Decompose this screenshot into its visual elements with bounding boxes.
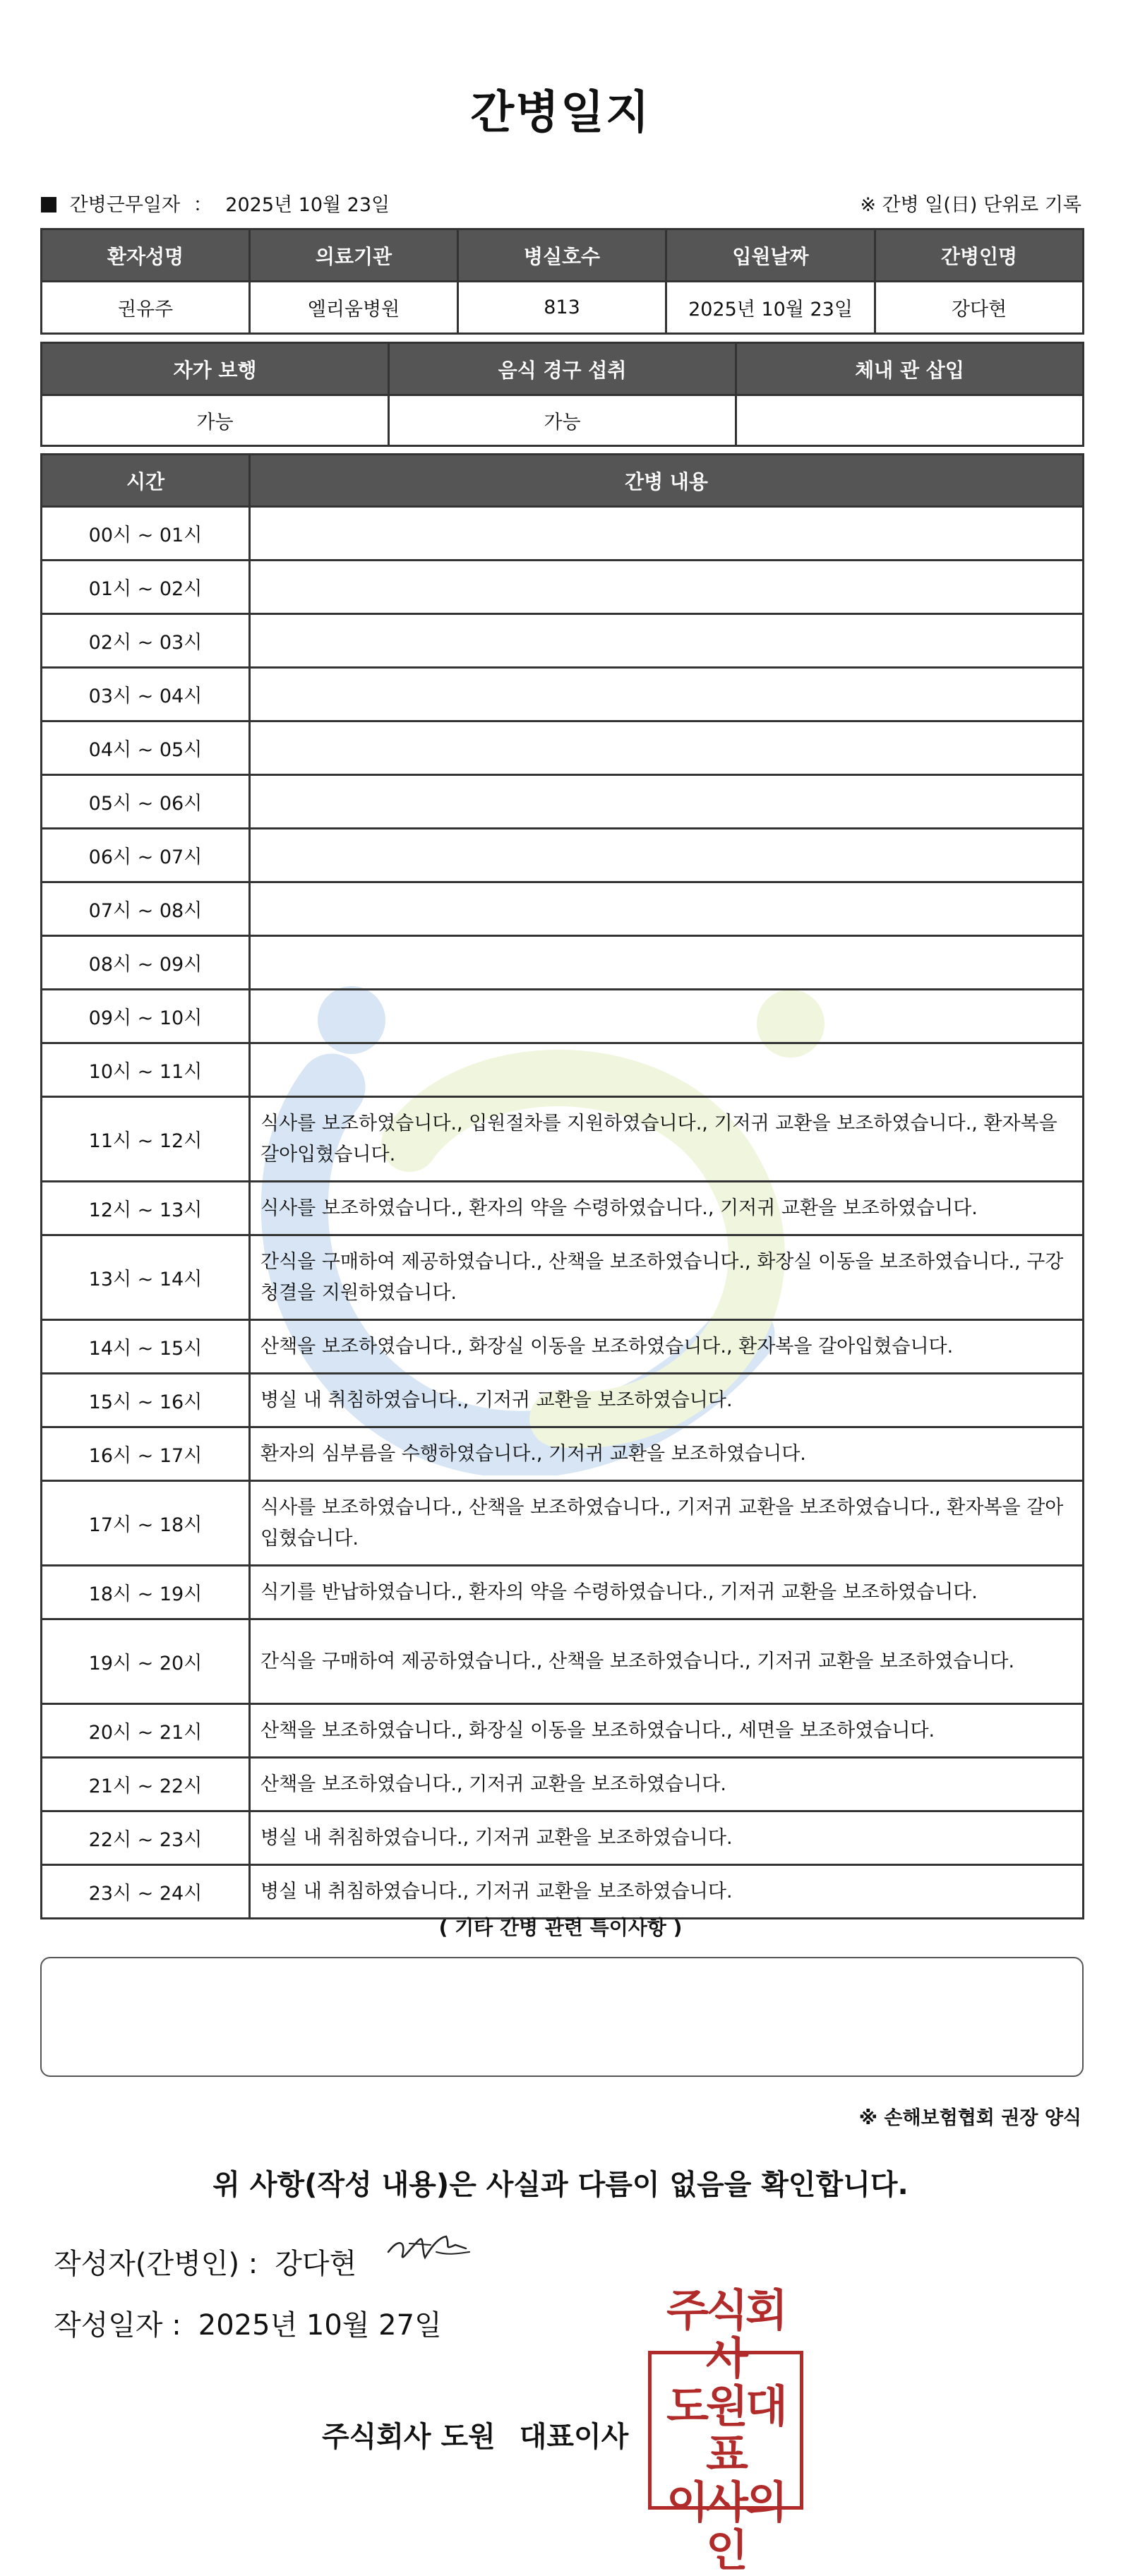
work-date-label: 간병근무일자 [69, 194, 181, 216]
care-log-row [42, 1374, 1084, 1427]
care-log-row [42, 1097, 1084, 1182]
care-log-content: 산책을 보조하였습니다., 화장실 이동을 보조하였습니다., 환자복을 갈아입혔습니다. [250, 1320, 1084, 1374]
care-log-content: 식사를 보조하였습니다., 입원절차를 지원하였습니다., 기저귀 교환을 보조하였습니다., 환자복을 갈아입혔습니다. [250, 1097, 1084, 1182]
signature-image [381, 2224, 473, 2273]
header-hospital: 의료기관 [250, 229, 458, 282]
care-log-row [42, 1427, 1084, 1481]
care-log-time: 11시 ~ 12시 [42, 1097, 250, 1182]
care-log-content [250, 829, 1084, 882]
care-log-content [250, 990, 1084, 1043]
care-log-content [250, 614, 1084, 668]
header-admission-date: 입원날짜 [666, 229, 875, 282]
care-log-content [250, 1043, 1084, 1097]
care-log-content: 식사를 보조하였습니다., 산책을 보조하였습니다., 기저귀 교환을 보조하였습니다., 환자복을 갈아입혔습니다. [250, 1481, 1084, 1566]
patient-status-table [40, 342, 1084, 447]
care-log-row [42, 1704, 1084, 1758]
care-log-content: 간식을 구매하여 제공하였습니다., 산책을 보조하였습니다., 기저귀 교환을 보조하였습니다. [250, 1619, 1084, 1704]
self-walking-value: 가능 [42, 395, 389, 446]
company-name: 주식회사 도원 [322, 2421, 496, 2453]
care-log-time: 08시 ~ 09시 [42, 936, 250, 990]
care-log-content [250, 507, 1084, 561]
care-log-time: 02시 ~ 03시 [42, 614, 250, 668]
care-log-row [42, 936, 1084, 990]
care-log-time: 06시 ~ 07시 [42, 829, 250, 882]
work-date-sep: ： [193, 194, 212, 216]
room-number: 813 [458, 282, 666, 334]
seal-line: 도원대표 [666, 2380, 785, 2480]
care-log-row [42, 1481, 1084, 1566]
header-care-content: 간병 내용 [250, 455, 1084, 507]
care-log-content [250, 668, 1084, 721]
hospital-name: 엘리움병원 [250, 282, 458, 334]
caregiver-name: 강다현 [875, 282, 1084, 334]
writer-name: 강다현 [275, 2248, 357, 2280]
confirmation-statement: 위 사항(작성 내용)은 사실과 다름이 없음을 확인합니다. [212, 2169, 909, 2201]
care-log-content: 산책을 보조하였습니다., 기저귀 교환을 보조하였습니다. [250, 1758, 1084, 1811]
care-log-row [42, 721, 1084, 775]
care-log-time: 07시 ~ 08시 [42, 882, 250, 936]
care-log-content: 산책을 보조하였습니다., 화장실 이동을 보조하였습니다., 세면을 보조하였습니다. [250, 1704, 1084, 1758]
patient-name: 권유주 [42, 282, 250, 334]
care-log-time: 12시 ~ 13시 [42, 1182, 250, 1235]
writer-line [54, 2241, 356, 2282]
tube-insertion-value [736, 395, 1084, 446]
care-log-row [42, 1043, 1084, 1097]
square-bullet-icon [41, 197, 56, 212]
care-log-time: 20시 ~ 21시 [42, 1704, 250, 1758]
care-log-time: 21시 ~ 22시 [42, 1758, 250, 1811]
written-date-value: 2025년 10월 27일 [198, 2309, 442, 2342]
company-representative: 대표이사 [519, 2421, 629, 2453]
etc-notes-box [40, 1957, 1084, 2077]
header-self-walking: 자가 보행 [42, 343, 389, 395]
care-log-content [250, 561, 1084, 614]
care-log-row [42, 775, 1084, 829]
company-seal-stamp [648, 2284, 803, 2576]
care-log-time: 01시 ~ 02시 [42, 561, 250, 614]
unit-note: ※ 간병 일(日) 단위로 기록 [860, 194, 1081, 216]
care-log-row [42, 1758, 1084, 1811]
care-log-row [42, 1235, 1084, 1320]
care-log-content [250, 775, 1084, 829]
care-log-time: 14시 ~ 15시 [42, 1320, 250, 1374]
header-patient-name: 환자성명 [42, 229, 250, 282]
care-log-time: 09시 ~ 10시 [42, 990, 250, 1043]
care-log-time: 10시 ~ 11시 [42, 1043, 250, 1097]
etc-notes-label: ( 기타 간병 관련 특이사항 ) [438, 1916, 683, 1939]
care-log-content: 병실 내 취침하였습니다., 기저귀 교환을 보조하였습니다. [250, 1374, 1084, 1427]
care-log-row [42, 507, 1084, 561]
care-log-content: 병실 내 취침하였습니다., 기저귀 교환을 보조하였습니다. [250, 1865, 1084, 1919]
care-log-row [42, 614, 1084, 668]
header-tube-insertion: 체내 관 삽입 [736, 343, 1084, 395]
admission-date: 2025년 10월 23일 [666, 282, 875, 334]
care-log-row [42, 990, 1084, 1043]
care-log-row [42, 561, 1084, 614]
work-date [41, 189, 390, 217]
header-room: 병실호수 [458, 229, 666, 282]
care-log-content [250, 882, 1084, 936]
care-log-content [250, 721, 1084, 775]
care-log-row [42, 1811, 1084, 1865]
care-log-row [42, 829, 1084, 882]
oral-intake-value: 가능 [389, 395, 736, 446]
care-log-content: 병실 내 취침하였습니다., 기저귀 교환을 보조하였습니다. [250, 1811, 1084, 1865]
care-log-time: 00시 ~ 01시 [42, 507, 250, 561]
care-log-row [42, 1619, 1084, 1704]
care-log-row [42, 882, 1084, 936]
work-date-value: 2025년 10월 23일 [225, 194, 390, 216]
care-log-content: 환자의 심부름을 수행하였습니다., 기저귀 교환을 보조하였습니다. [250, 1427, 1084, 1481]
care-log-content [250, 936, 1084, 990]
care-log-row [42, 1566, 1084, 1619]
page-title: 간병일지 [470, 87, 651, 139]
header-caregiver-name: 간병인명 [875, 229, 1084, 282]
care-log-content: 식사를 보조하였습니다., 환자의 약을 수령하였습니다., 기저귀 교환을 보조하였습니다. [250, 1182, 1084, 1235]
care-log-time: 23시 ~ 24시 [42, 1865, 250, 1919]
seal-line: 주식회사 [666, 2284, 785, 2384]
header-time: 시간 [42, 455, 250, 507]
care-log-time: 03시 ~ 04시 [42, 668, 250, 721]
seal-line: 이사의인 [666, 2476, 785, 2576]
care-log-time: 05시 ~ 06시 [42, 775, 250, 829]
care-log-content: 간식을 구매하여 제공하였습니다., 산책을 보조하였습니다., 화장실 이동을 보조하였습니다., 구강 청결을 지원하였습니다. [250, 1235, 1084, 1320]
care-log-time: 15시 ~ 16시 [42, 1374, 250, 1427]
care-log-row [42, 1865, 1084, 1919]
care-log-content: 식기를 반납하였습니다., 환자의 약을 수령하였습니다., 기저귀 교환을 보조하였습니다. [250, 1566, 1084, 1619]
care-log-row [42, 1182, 1084, 1235]
care-log-time: 18시 ~ 19시 [42, 1566, 250, 1619]
care-log-time: 17시 ~ 18시 [42, 1481, 250, 1566]
care-log-row [42, 1320, 1084, 1374]
patient-info-table [40, 228, 1084, 335]
written-date-line [54, 2303, 442, 2343]
care-log-time: 19시 ~ 20시 [42, 1619, 250, 1704]
header-oral-intake: 음식 경구 섭취 [389, 343, 736, 395]
care-log-time: 16시 ~ 17시 [42, 1427, 250, 1481]
care-log-row [42, 668, 1084, 721]
care-log-time: 13시 ~ 14시 [42, 1235, 250, 1320]
care-log-table [40, 453, 1084, 1919]
care-log-time: 04시 ~ 05시 [42, 721, 250, 775]
writer-label: 작성자(간병인) : [54, 2248, 258, 2280]
care-log-time: 22시 ~ 23시 [42, 1811, 250, 1865]
company-line [322, 2414, 628, 2455]
association-note: ※ 손해보험협회 권장 양식 [858, 2107, 1081, 2129]
written-date-label: 작성일자 : [54, 2309, 181, 2342]
